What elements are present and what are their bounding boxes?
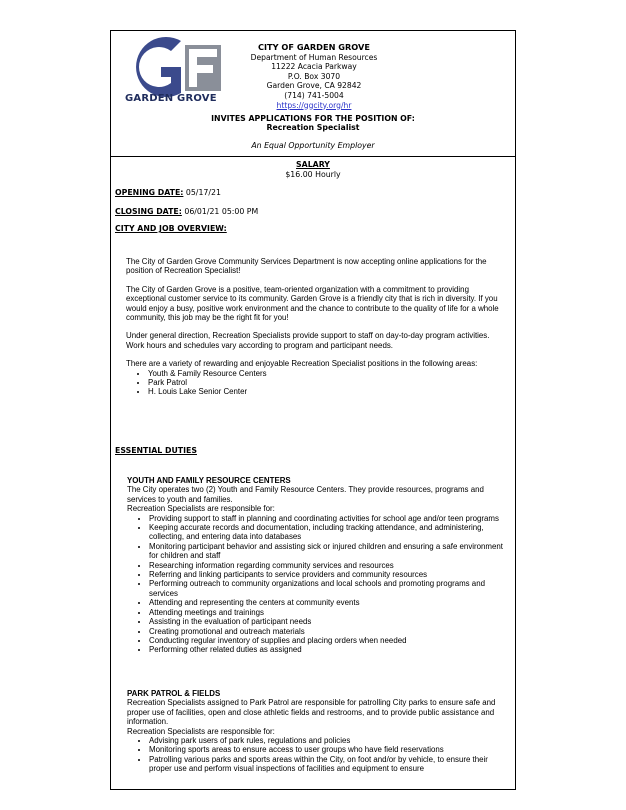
list-item: • Providing support to staff in planning and coordinating activities for school age and/or teen programs [149, 514, 507, 523]
salary-heading: SALARY [296, 160, 330, 169]
overview-body [126, 257, 506, 397]
list-item: • H. Louis Lake Senior Center [148, 387, 506, 396]
list-item: • Patrolling various parks and sports areas within the City, on foot and/or by vehicle, to ensure their proper use and perform visual inspections of facilities and equipment to ensure [149, 755, 507, 774]
position-title: Recreation Specialist [266, 123, 360, 133]
list-item: • Performing outreach to community organizations and local schools and promoting programs and services [149, 579, 507, 598]
youth-responsibilities-label: Recreation Specialists are responsible for: [127, 504, 275, 514]
youth-intro: The City operates two (2) Youth and Family Resource Centers. They provide resources, programs and services to youth and families. [127, 485, 484, 504]
duties-heading-text: ESSENTIAL DUTIES [115, 446, 197, 455]
list-item: • Assisting in the evaluation of participant needs [149, 617, 507, 626]
overview-paragraph-1: The City of Garden Grove Community Services Department is now accepting online applications for the position of Recreation Specialist! [126, 257, 487, 276]
list-item: • Referring and linking participants to service providers and community resources [149, 570, 507, 579]
closing-date-label: CLOSING DATE: [115, 207, 182, 216]
areas-list [126, 369, 506, 397]
salary-section [111, 160, 515, 180]
list-item: • Youth & Family Resource Centers [148, 369, 506, 378]
list-item: • Monitoring participant behavior and assisting sick or injured children and ensuring a safe environment for children and staff [149, 542, 507, 561]
address-line: 11222 Acacia Parkway [271, 62, 357, 72]
list-item: • Researching information regarding community services and resources [149, 561, 507, 570]
duties-heading [115, 446, 197, 455]
park-title: PARK PATROL & FIELDS [127, 689, 221, 698]
list-item: • Keeping accurate records and documentation, including tracking attendance, and administering, collecting, and entering data into databases [149, 523, 507, 542]
address-block [241, 43, 387, 110]
city-state-zip: Garden Grove, CA 92842 [266, 81, 362, 91]
closing-date [115, 207, 515, 216]
overview-heading-text: CITY AND JOB OVERVIEW: [115, 224, 227, 233]
overview-paragraph-3: Under general direction, Recreation Specialists provide support to staff on day-to-day program activities. Work hours and schedules vary according to program and participant needs. [126, 331, 490, 350]
salary-value: $16.00 Hourly [285, 170, 341, 179]
job-posting-page [110, 30, 516, 790]
list-item: • Attending meetings and trainings [149, 608, 507, 617]
list-item: • Advising park users of park rules, regulations and policies [149, 736, 507, 745]
opening-date-value: 05/17/21 [185, 188, 221, 197]
invites-heading [111, 114, 515, 133]
youth-section [127, 476, 507, 655]
youth-title: YOUTH AND FAMILY RESOURCE CENTERS [127, 476, 291, 485]
closing-date-value: 06/01/21 05:00 PM [184, 207, 259, 216]
posting-header [111, 31, 515, 157]
list-item: • Performing other related duties as assigned [149, 645, 507, 654]
park-duties-list [127, 736, 507, 774]
opening-date-label: OPENING DATE: [115, 188, 184, 197]
city-name: CITY OF GARDEN GROVE [258, 42, 370, 52]
park-section [127, 689, 507, 774]
logo-wordmark: GARDEN GROVE [125, 93, 217, 104]
invites-text: INVITES APPLICATIONS FOR THE POSITION OF: [211, 114, 415, 123]
youth-duties-list [127, 514, 507, 655]
list-item: • Park Patrol [148, 378, 506, 387]
park-responsibilities-label: Recreation Specialists are responsible for: [127, 726, 275, 736]
list-item: • Monitoring sports areas to ensure access to user groups who have field reservations [149, 745, 507, 754]
po-box: P.O. Box 3070 [287, 71, 341, 81]
park-intro: Recreation Specialists assigned to Park Patrol are responsible for patrolling City parks to ensure safe and proper use of facilities, open and close athletic fields and restrooms, and to provide public assistance and information. [127, 698, 496, 727]
opening-date [115, 188, 515, 197]
list-item: • Creating promotional and outreach materials [149, 627, 507, 636]
website-link[interactable]: https://ggcity.org/hr [276, 100, 352, 110]
list-item: • Attending and representing the centers at community events [149, 598, 507, 607]
overview-paragraph-4: There are a variety of rewarding and enjoyable Recreation Specialist positions in the following areas: [126, 359, 478, 369]
phone-number: (714) 741-5004 [284, 90, 344, 100]
department-name: Department of Human Resources [250, 52, 378, 62]
list-item: • Conducting regular inventory of supplies and placing orders when needed [149, 636, 507, 645]
equal-opportunity-text: An Equal Opportunity Employer [251, 141, 375, 150]
overview-paragraph-2: The City of Garden Grove is a positive, team-oriented organization with a commitment to providing exceptional customer service to its community. Garden Grove is a friendly city that is rich in diversity. If you would enjoy a busy, positive work environment and the chance to contribute to the quality of life for a whole community, this job may be the right fit for you! [126, 284, 499, 323]
overview-heading [115, 224, 515, 233]
